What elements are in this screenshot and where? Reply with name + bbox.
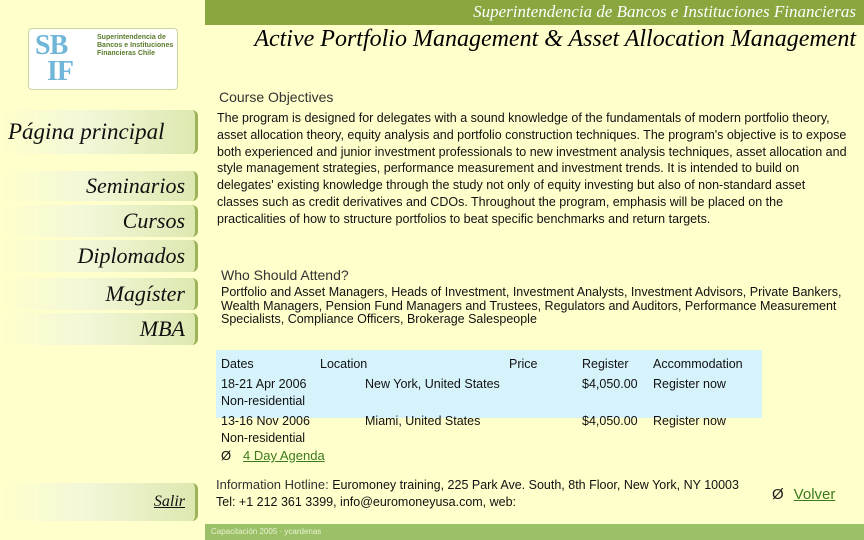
col-header-dates: Dates [221, 357, 254, 371]
col-header-register: Register [582, 357, 629, 371]
row1-type: Non-residential [221, 394, 306, 408]
arrow-bullet-icon: Ø [221, 448, 232, 463]
course-objectives-text: The program is designed for delegates with a sound knowledge of the fundamentals of modern portfolio theory, asset allocation theory, equity analysis and portfolio construction techniques. The program's objective is to expose both experienced and junior investment professionals to new investment analysis techniques, asset allocation and style management strategies, performance measurement and investment trends. It is intended to build on delegates' existing knowledge through the study not only of equity investing but also of non-standard asset classes such as credit derivatives and CDOs. Throughout the program, emphasis will be placed on the practicalities of how to structure portfolios to beat specific benchmarks and return targets. [217, 111, 847, 226]
sbif-logo [28, 28, 178, 90]
nav-seminarios[interactable]: Seminarios [0, 171, 198, 201]
page-title: Active Portfolio Management & Asset Allocation Management [254, 26, 856, 52]
row2-price: $4,050.00 [582, 414, 638, 428]
information-hotline [216, 476, 766, 511]
hotline-label: Information Hotline: [216, 477, 329, 492]
nav-pagina-principal[interactable]: Página principal [0, 110, 198, 154]
col-header-price: Price [509, 357, 538, 371]
col-header-accommodation: Accommodation [653, 357, 743, 371]
row1-location: New York, United States [365, 377, 500, 391]
nav-cursos[interactable]: Cursos [0, 205, 198, 237]
nav-mba[interactable]: MBA [0, 313, 198, 345]
sbif-logo-mark: SB IF [35, 30, 73, 87]
nav-diplomados[interactable]: Diplomados [0, 240, 198, 272]
row2-type: Non-residential [221, 431, 306, 445]
row1-register-now[interactable]: Register now [653, 377, 726, 391]
volver-link[interactable]: Volver [793, 486, 836, 503]
who-should-attend-heading: Who Should Attend? [221, 267, 349, 283]
agenda-link[interactable]: 4 Day Agenda [243, 448, 325, 463]
course-objectives-heading: Course Objectives [219, 89, 334, 105]
agenda-line [221, 448, 325, 463]
row2-dates: 13-16 Nov 2006 [221, 414, 310, 428]
row2-register-now[interactable]: Register now [653, 414, 726, 428]
who-should-attend-text: Portfolio and Asset Managers, Heads of Investment, Investment Analysts, Investment Advisors, Private Bankers, Wealth Managers, Pension Fund Managers and Trustees, Regulators and Auditors, Performance Measurement Specialists, Compliance Officers, Brokerage Salespeople [221, 285, 842, 326]
org-name: Superintendencia de Bancos e Instituciones Financieras [473, 2, 856, 21]
arrow-bullet-icon: Ø [772, 486, 784, 503]
row2-location: Miami, United States [365, 414, 481, 428]
volver-line [772, 486, 835, 503]
col-header-location: Location [320, 357, 368, 371]
hotline-text: Euromoney training, 225 Park Ave. South, 8th Floor, New York, NY 10003 [332, 478, 739, 492]
nav-magister[interactable]: Magíster [0, 278, 198, 310]
salir-label: Salir [153, 493, 185, 510]
row1-price: $4,050.00 [582, 377, 638, 391]
header-band [205, 0, 864, 25]
footer-text: Capacitación 2005 · ycardenas [211, 527, 322, 536]
sbif-logo-subtext: Superintendencia de Bancos e Instituciones Financieras Chile [97, 34, 174, 57]
row1-dates: 18-21 Apr 2006 [221, 377, 307, 391]
footer-band [205, 524, 864, 540]
salir-button[interactable] [0, 483, 198, 521]
hotline-contact-partial: Tel: +1 212 361 3399, info@euromoneyusa.com, web: [216, 495, 517, 509]
